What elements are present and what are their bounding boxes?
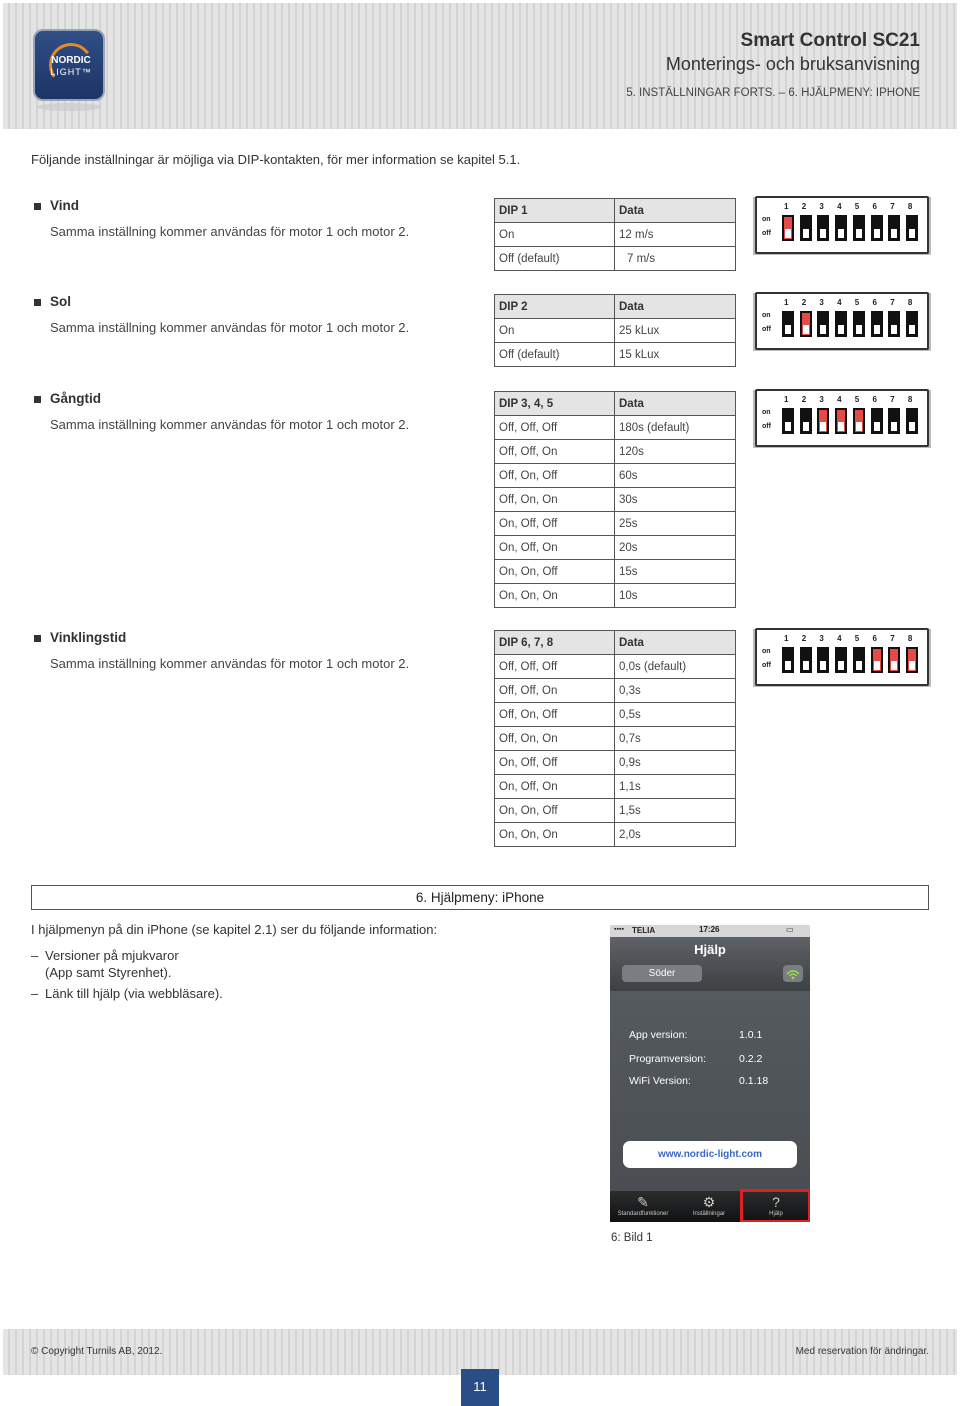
switch-number: 5	[854, 298, 860, 307]
dip-slider	[817, 215, 829, 241]
switch-number: 8	[907, 202, 913, 211]
table-cell: Off, On, Off	[495, 703, 615, 727]
dip-slider	[888, 215, 900, 241]
slider-knob	[838, 229, 844, 238]
table-cell: On, On, Off	[495, 799, 615, 823]
slider-knob	[874, 422, 880, 431]
dip-slider	[888, 311, 900, 337]
table-header-cell: Data	[615, 295, 736, 319]
slider-knob	[909, 325, 915, 334]
dip-slider	[888, 408, 900, 434]
switch-number: 1	[784, 634, 789, 643]
switch-number: 4	[837, 634, 842, 643]
slider-knob	[785, 661, 791, 670]
off-label: off	[762, 230, 771, 237]
table-cell: On, On, On	[495, 823, 615, 847]
slider-knob	[838, 325, 844, 334]
document-title: Smart Control SC21	[740, 30, 920, 51]
table-cell: 0,9s	[615, 751, 736, 775]
gear-icon: ⚙	[702, 1194, 716, 1210]
location-button[interactable]: Söder	[622, 965, 702, 982]
table-cell: 25s	[615, 512, 736, 536]
slider-knob	[874, 325, 880, 334]
slider-knob	[803, 422, 809, 431]
figure-caption: 6: Bild 1	[611, 1232, 653, 1244]
switch-number: 1	[784, 298, 789, 307]
table-row	[495, 703, 736, 727]
slider-knob	[856, 422, 862, 431]
table-row	[495, 488, 736, 512]
switch-number: 5	[854, 202, 860, 211]
dip-slider	[871, 408, 883, 434]
dip-switch-diagram	[755, 292, 929, 350]
slider-knob	[820, 229, 826, 238]
table-row	[495, 775, 736, 799]
table-header-row	[495, 295, 736, 319]
table-cell: On, Off, Off	[495, 751, 615, 775]
table-cell: On, Off, Off	[495, 512, 615, 536]
dip-slider	[800, 647, 812, 673]
off-label: off	[762, 326, 771, 333]
dip-slider	[853, 647, 865, 673]
table-cell: 20s	[615, 536, 736, 560]
question-icon: ?	[772, 1194, 780, 1210]
website-link-button[interactable]: www.nordic-light.com	[623, 1141, 797, 1168]
slider-knob	[785, 229, 791, 238]
pen-icon: ✎	[637, 1194, 649, 1210]
help-intro: I hjälpmenyn på din iPhone (se kapitel 2.1) ser du följande information:	[31, 922, 438, 937]
slider-knob	[856, 661, 862, 670]
nordic-light-logo	[33, 29, 107, 109]
header	[3, 3, 957, 129]
table-cell: 0,0s (default)	[615, 655, 736, 679]
switch-number: 2	[801, 395, 807, 404]
dip-slider	[906, 647, 918, 673]
help-item-link: Länk till hjälp (via webbläsare).	[45, 986, 223, 1001]
table-cell: On	[495, 223, 615, 247]
table-cell: Off, Off, Off	[495, 655, 615, 679]
off-label: off	[762, 662, 771, 669]
program-version-label: Programversion:	[629, 1053, 707, 1065]
table-cell: 180s (default)	[615, 416, 736, 440]
dip-slider	[800, 408, 812, 434]
dip-table	[494, 391, 736, 608]
table-cell: 1,1s	[615, 775, 736, 799]
screen-title: Hjälp	[694, 942, 726, 957]
table-header-cell: DIP 6, 7, 8	[495, 631, 615, 655]
chapter-breadcrumb: 5. INSTÄLLNINGAR FORTS. – 6. HJÄLPMENY: IPHONE	[626, 87, 920, 99]
wifi-version-value: 0.1.18	[739, 1075, 769, 1087]
table-cell: 60s	[615, 464, 736, 488]
dip-slider	[817, 408, 829, 434]
table-cell: On	[495, 319, 615, 343]
tab-standard-functions[interactable]	[610, 1191, 676, 1222]
dip-slider	[817, 647, 829, 673]
dip-slider	[835, 408, 847, 434]
switch-number: 1	[784, 202, 789, 211]
dip-slider	[782, 311, 794, 337]
slider-knob	[803, 661, 809, 670]
switch-number: 3	[819, 202, 824, 211]
switch-number: 8	[907, 634, 913, 643]
section-banner-title: 6. Hjälpmeny: iPhone	[415, 890, 545, 905]
slider-knob	[909, 229, 915, 238]
document-subtitle: Monterings- och bruksanvisning	[665, 54, 920, 74]
slider-knob	[874, 661, 880, 670]
table-cell: 1,5s	[615, 799, 736, 823]
table-header-cell: Data	[615, 392, 736, 416]
table-cell: Off, On, On	[495, 727, 615, 751]
slider-knob	[803, 229, 809, 238]
table-header-row	[495, 631, 736, 655]
reservation-text: Med reservation för ändringar.	[795, 1346, 929, 1357]
dip-slider	[906, 311, 918, 337]
app-version-label: App version:	[629, 1029, 688, 1041]
table-row	[495, 223, 736, 247]
dip-slider	[906, 215, 918, 241]
switch-number: 8	[907, 298, 913, 307]
selected-tab-highlight	[740, 1189, 810, 1222]
dip-switch-diagram	[755, 628, 929, 686]
slider-knob	[909, 422, 915, 431]
switch-number: 7	[890, 298, 895, 307]
switch-number: 6	[872, 202, 877, 211]
table-row	[495, 343, 736, 367]
on-label: on	[762, 216, 771, 223]
table-header-cell: DIP 3, 4, 5	[495, 392, 615, 416]
wifi-button[interactable]	[783, 965, 803, 982]
tab-label: Standardfunktioner	[617, 1211, 669, 1217]
switch-number: 1	[784, 395, 789, 404]
slider-knob	[820, 325, 826, 334]
off-label: off	[762, 423, 771, 430]
status-bar	[610, 925, 810, 937]
table-row	[495, 247, 736, 271]
table-cell: Off, Off, On	[495, 679, 615, 703]
slider-knob	[838, 661, 844, 670]
slider-knob	[891, 325, 897, 334]
section-title: Sol	[50, 294, 72, 309]
switch-number: 3	[819, 395, 824, 404]
table-cell: 10s	[615, 584, 736, 608]
dip-slider	[835, 647, 847, 673]
wifi-icon	[783, 965, 803, 982]
table-header-cell: Data	[615, 199, 736, 223]
switch-number: 8	[907, 395, 913, 404]
switch-number: 5	[854, 395, 860, 404]
on-label: on	[762, 648, 771, 655]
table-cell: On, On, Off	[495, 560, 615, 584]
section-title: Vinklingstid	[50, 630, 127, 645]
help-item-versions-detail: (App samt Styrenhet).	[45, 965, 172, 980]
table-cell: 25 kLux	[615, 319, 736, 343]
tab-label: Inställningar	[692, 1211, 726, 1217]
table-cell: On, On, On	[495, 584, 615, 608]
switch-number: 5	[854, 634, 860, 643]
table-cell: 0,7s	[615, 727, 736, 751]
slider-knob	[856, 325, 862, 334]
table-header-row	[495, 392, 736, 416]
table-row	[495, 536, 736, 560]
table-row	[495, 416, 736, 440]
table-row	[495, 751, 736, 775]
tab-bar	[610, 1191, 810, 1222]
section-description: Samma inställning kommer användas för motor 1 och motor 2.	[50, 656, 410, 671]
table-cell: Off (default)	[495, 343, 615, 367]
table-header-cell: Data	[615, 631, 736, 655]
on-label: on	[762, 312, 771, 319]
section-description: Samma inställning kommer användas för motor 1 och motor 2.	[50, 320, 410, 335]
dip-slider	[782, 647, 794, 673]
slider-knob	[803, 325, 809, 334]
program-version-value: 0.2.2	[739, 1053, 763, 1065]
slider-knob	[891, 422, 897, 431]
signal-icon: ▪▪▪▪	[614, 926, 624, 933]
table-cell: Off, Off, On	[495, 440, 615, 464]
slider-knob	[891, 229, 897, 238]
slider-knob	[909, 661, 915, 670]
table-cell: Off, On, On	[495, 488, 615, 512]
dash-bullet: –	[31, 986, 39, 1001]
section-title: Vind	[50, 198, 80, 213]
on-label: on	[762, 409, 771, 416]
table-row	[495, 319, 736, 343]
slider-knob	[874, 229, 880, 238]
table-cell: 120s	[615, 440, 736, 464]
table-row	[495, 823, 736, 847]
table-cell: On, Off, On	[495, 775, 615, 799]
table-cell: Off (default)	[495, 247, 615, 271]
table-cell: On, Off, On	[495, 536, 615, 560]
dip-switch-diagram	[755, 389, 929, 447]
slider-knob	[891, 661, 897, 670]
dip-slider	[871, 215, 883, 241]
dip-slider	[853, 311, 865, 337]
table-cell: 15s	[615, 560, 736, 584]
switch-number: 6	[872, 395, 877, 404]
table-row	[495, 584, 736, 608]
dip-table	[494, 294, 736, 367]
switch-number: 2	[801, 202, 807, 211]
switch-number: 6	[872, 298, 877, 307]
switch-number: 7	[890, 634, 895, 643]
table-header-cell: DIP 2	[495, 295, 615, 319]
table-row	[495, 464, 736, 488]
table-row	[495, 679, 736, 703]
dip-table	[494, 630, 736, 847]
table-row	[495, 727, 736, 751]
dip-slider	[888, 647, 900, 673]
table-cell: 30s	[615, 488, 736, 512]
dip-slider	[800, 311, 812, 337]
switch-number: 2	[801, 634, 807, 643]
table-header-row	[495, 199, 736, 223]
help-item-versions: Versioner på mjukvaror	[45, 948, 179, 963]
dip-slider	[835, 215, 847, 241]
table-cell: 15 kLux	[615, 343, 736, 367]
dip-switch-diagram	[755, 196, 929, 254]
table-row	[495, 655, 736, 679]
dip-slider	[835, 311, 847, 337]
section-description: Samma inställning kommer användas för motor 1 och motor 2.	[50, 224, 410, 239]
dip-slider	[800, 215, 812, 241]
table-cell: 0,3s	[615, 679, 736, 703]
tab-label: Hjälp	[769, 1211, 783, 1217]
table-cell: 0,5s	[615, 703, 736, 727]
table-cell: 7 m/s	[615, 247, 736, 271]
clock-label: 17:26	[699, 925, 720, 934]
page-number: 11	[461, 1369, 499, 1406]
switch-number: 4	[837, 202, 842, 211]
dash-bullet: –	[31, 948, 39, 963]
slider-knob	[785, 422, 791, 431]
switch-number: 7	[890, 202, 895, 211]
wifi-version-label: WiFi Version:	[629, 1075, 691, 1087]
dip-slider	[817, 311, 829, 337]
slider-knob	[785, 325, 791, 334]
dip-slider	[906, 408, 918, 434]
copyright-text: © Copyright Turnils AB, 2012.	[31, 1346, 163, 1357]
switch-number: 7	[890, 395, 895, 404]
slider-knob	[820, 422, 826, 431]
table-row	[495, 799, 736, 823]
intro-text: Följande inställningar är möjliga via DIP-kontakten, för mer information se kapitel 5.1.	[31, 152, 521, 167]
dip-slider	[871, 311, 883, 337]
battery-icon: ▭	[786, 925, 794, 934]
section-banner	[31, 885, 929, 910]
table-cell: 12 m/s	[615, 223, 736, 247]
section-title: Gångtid	[50, 391, 101, 406]
switch-number: 6	[872, 634, 877, 643]
table-row	[495, 560, 736, 584]
iphone-screenshot	[610, 925, 810, 1222]
table-row	[495, 440, 736, 464]
carrier-label: TELIA	[632, 926, 656, 935]
table-cell: Off, Off, Off	[495, 416, 615, 440]
table-row	[495, 512, 736, 536]
table-header-cell: DIP 1	[495, 199, 615, 223]
dip-slider	[782, 408, 794, 434]
switch-number: 3	[819, 634, 824, 643]
tab-settings[interactable]	[676, 1191, 742, 1222]
logo-text-2: LIGHT™	[50, 67, 92, 77]
switch-number: 3	[819, 298, 824, 307]
logo-text-1: NORDIC	[51, 55, 91, 66]
slider-knob	[838, 422, 844, 431]
app-version-value: 1.0.1	[739, 1029, 763, 1041]
dip-slider	[853, 408, 865, 434]
switch-number: 2	[801, 298, 807, 307]
switch-number: 4	[837, 298, 842, 307]
slider-knob	[856, 229, 862, 238]
dip-table	[494, 198, 736, 271]
nav-bar	[610, 937, 810, 991]
dip-slider	[871, 647, 883, 673]
table-cell: 2,0s	[615, 823, 736, 847]
dip-slider	[853, 215, 865, 241]
slider-knob	[820, 661, 826, 670]
section-description: Samma inställning kommer användas för motor 1 och motor 2.	[50, 417, 410, 432]
table-cell: Off, On, Off	[495, 464, 615, 488]
switch-number: 4	[837, 395, 842, 404]
dip-slider	[782, 215, 794, 241]
